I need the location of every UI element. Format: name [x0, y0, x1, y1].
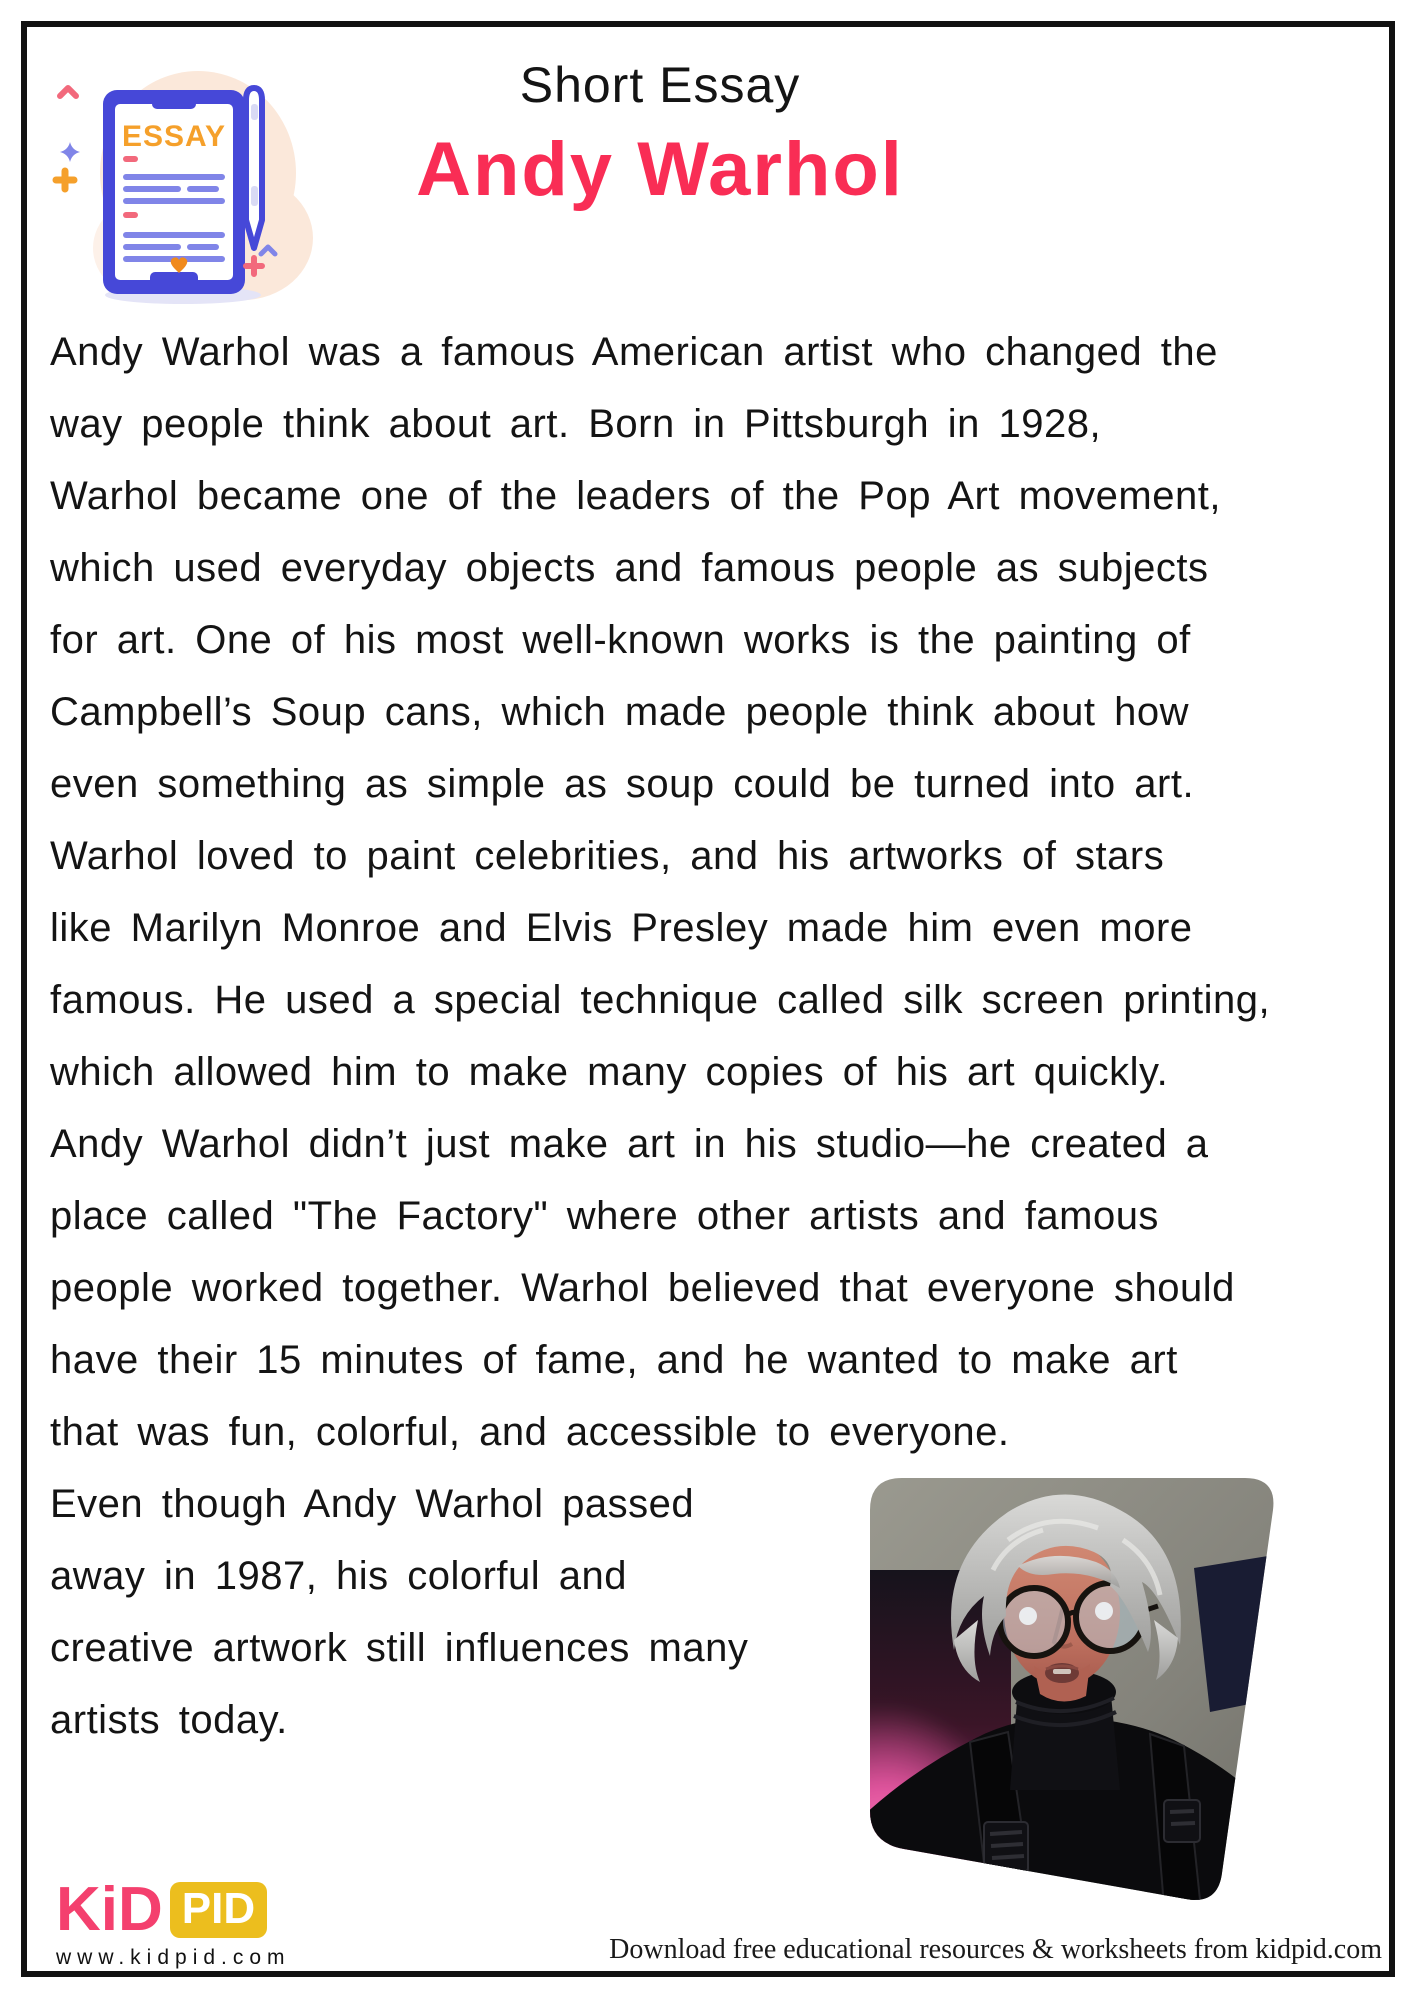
essay-line: famous. He used a special technique called silk screen printing,	[50, 978, 1271, 1022]
essay-line: people worked together. Warhol believed that everyone should	[50, 1266, 1235, 1310]
logo-url: www.kidpid.com	[56, 1946, 291, 1969]
essay-line: Even though Andy Warhol passed	[50, 1482, 695, 1526]
andy-warhol-photo	[858, 1470, 1288, 1915]
essay-line: way people think about art. Born in Pittsburgh in 1928,	[50, 402, 1102, 446]
essay-line: even something as simple as soup could be turned into art.	[50, 762, 1195, 806]
pen-icon	[246, 88, 262, 248]
page-kicker: Short Essay	[519, 57, 801, 113]
logo-kid-text: KiD	[56, 1875, 163, 1944]
clipboard-icon	[103, 90, 245, 294]
essay-line: Warhol became one of the leaders of the Pop Art movement,	[50, 474, 1221, 518]
essay-line: Campbell’s Soup cans, which made people think about how	[50, 690, 1189, 734]
essay-line: Andy Warhol didn’t just make art in his studio—he created a	[50, 1122, 1209, 1166]
essay-line: have their 15 minutes of fame, and he wanted to make art	[50, 1338, 1178, 1382]
essay-icon-label: ESSAY	[122, 120, 226, 153]
essay-icon	[48, 48, 320, 306]
essay-line: artists today.	[50, 1698, 288, 1742]
plus-sparkle-icon	[56, 171, 74, 189]
essay-line: Warhol loved to paint celebrities, and his artworks of stars	[50, 834, 1165, 878]
kidpid-logo	[56, 1875, 291, 1970]
essay-line: like Marilyn Monroe and Elvis Presley made him even more	[50, 906, 1193, 950]
essay-line: away in 1987, his colorful and	[50, 1554, 627, 1598]
essay-line: that was fun, colorful, and accessible to everyone.	[50, 1410, 1010, 1454]
star-sparkle-icon	[60, 142, 80, 162]
essay-line: which used everyday objects and famous people as subjects	[50, 546, 1209, 590]
essay-line: which allowed him to make many copies of his art quickly.	[50, 1050, 1169, 1094]
chevron-up-icon	[60, 88, 76, 96]
essay-line: for art. One of his most well-known works is the painting of	[50, 618, 1191, 662]
footer-note: Download free educational resources & worksheets from kidpid.com	[609, 1934, 1382, 1965]
page-title: Andy Warhol	[416, 127, 904, 212]
essay-line: Andy Warhol was a famous American artist who changed the	[50, 330, 1218, 374]
essay-line: creative artwork still influences many	[50, 1626, 749, 1670]
essay-line: place called "The Factory" where other artists and famous	[50, 1194, 1159, 1238]
logo-pid-badge: PID	[170, 1882, 267, 1938]
